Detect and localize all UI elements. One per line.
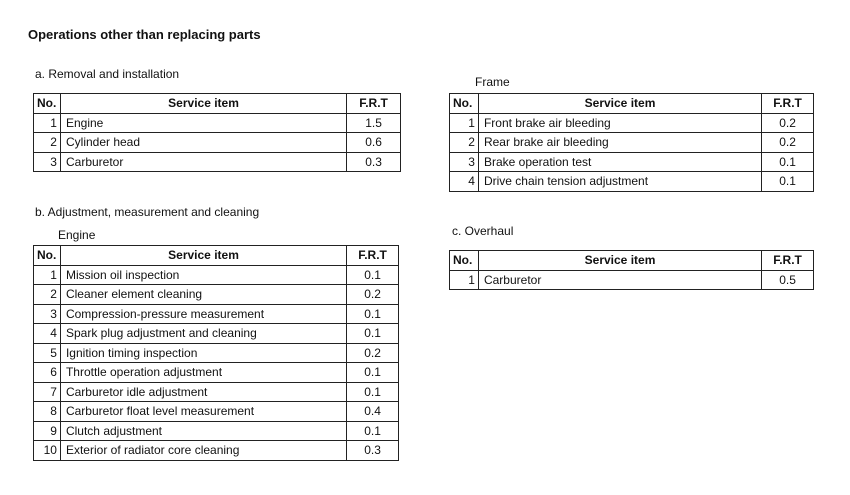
cell-item: Compression-pressure measurement: [60, 304, 346, 324]
table-row: [34, 402, 399, 422]
frame-table: [449, 93, 814, 192]
cell-no: 4: [450, 172, 479, 192]
cell-frt: 0.1: [347, 382, 399, 402]
cell-item: Carburetor idle adjustment: [60, 382, 346, 402]
col-header-item: Service item: [478, 94, 761, 114]
table-row: [450, 172, 814, 192]
table-row: [34, 285, 399, 305]
page-title: Operations other than replacing parts: [28, 27, 261, 42]
cell-frt: 0.6: [347, 133, 401, 153]
cell-no: 2: [34, 285, 61, 305]
cell-item: Carburetor: [60, 152, 346, 172]
cell-no: 3: [450, 152, 479, 172]
cell-no: 1: [34, 265, 61, 285]
header-row: [34, 94, 401, 114]
table-row: [34, 343, 399, 363]
cell-frt: 0.3: [347, 441, 399, 461]
col-header-frt: F.R.T: [762, 251, 814, 271]
cell-no: 7: [34, 382, 61, 402]
cell-no: 3: [34, 152, 61, 172]
cell-item: Brake operation test: [478, 152, 761, 172]
cell-item: Throttle operation adjustment: [60, 363, 346, 383]
col-header-item: Service item: [60, 94, 346, 114]
cell-frt: 0.2: [762, 133, 814, 153]
table-row: [34, 304, 399, 324]
table-row: [450, 152, 814, 172]
cell-item: Front brake air bleeding: [478, 113, 761, 133]
header-row: [34, 246, 399, 266]
cell-item: Carburetor float level measurement: [60, 402, 346, 422]
table-row: [450, 270, 814, 290]
section-a-label: a. Removal and installation: [35, 67, 180, 81]
col-header-no: No.: [450, 251, 479, 271]
cell-no: 4: [34, 324, 61, 344]
table-row: [34, 324, 399, 344]
table-row: [34, 265, 399, 285]
table-row: [34, 133, 401, 153]
cell-frt: 0.1: [347, 421, 399, 441]
col-header-no: No.: [450, 94, 479, 114]
cell-item: Exterior of radiator core cleaning: [60, 441, 346, 461]
adjustment-engine-table: [33, 245, 399, 461]
table-row: [34, 441, 399, 461]
table-row: [450, 113, 814, 133]
cell-frt: 0.1: [347, 324, 399, 344]
col-header-frt: F.R.T: [347, 246, 399, 266]
cell-frt: 0.1: [762, 172, 814, 192]
table-row: [34, 152, 401, 172]
cell-no: 5: [34, 343, 61, 363]
cell-frt: 0.2: [762, 113, 814, 133]
cell-no: 1: [34, 113, 61, 133]
cell-item: Drive chain tension adjustment: [478, 172, 761, 192]
engine-label: Engine: [58, 228, 96, 242]
table-row: [34, 421, 399, 441]
cell-item: Spark plug adjustment and cleaning: [60, 324, 346, 344]
cell-item: Cylinder head: [60, 133, 346, 153]
cell-frt: 0.1: [347, 304, 399, 324]
col-header-no: No.: [34, 246, 61, 266]
col-header-frt: F.R.T: [347, 94, 401, 114]
cell-frt: 0.2: [347, 343, 399, 363]
col-header-no: No.: [34, 94, 61, 114]
removal-installation-table: [33, 93, 401, 172]
table-row: [450, 133, 814, 153]
col-header-frt: F.R.T: [762, 94, 814, 114]
cell-frt: 1.5: [347, 113, 401, 133]
section-c-label: c. Overhaul: [452, 224, 514, 238]
cell-frt: 0.1: [347, 363, 399, 383]
section-b-label: b. Adjustment, measurement and cleaning: [35, 205, 260, 219]
cell-no: 1: [450, 113, 479, 133]
cell-no: 1: [450, 270, 479, 290]
cell-no: 10: [34, 441, 61, 461]
cell-no: 2: [450, 133, 479, 153]
table-row: [34, 363, 399, 383]
cell-no: 8: [34, 402, 61, 422]
header-row: [450, 251, 814, 271]
cell-frt: 0.1: [347, 265, 399, 285]
cell-no: 6: [34, 363, 61, 383]
cell-item: Mission oil inspection: [60, 265, 346, 285]
cell-no: 2: [34, 133, 61, 153]
cell-item: Rear brake air bleeding: [478, 133, 761, 153]
cell-item: Cleaner element cleaning: [60, 285, 346, 305]
cell-frt: 0.3: [347, 152, 401, 172]
table-row: [34, 113, 401, 133]
overhaul-table: [449, 250, 814, 290]
col-header-item: Service item: [478, 251, 761, 271]
cell-item: Engine: [60, 113, 346, 133]
table-row: [34, 382, 399, 402]
cell-item: Carburetor: [478, 270, 761, 290]
cell-item: Ignition timing inspection: [60, 343, 346, 363]
col-header-item: Service item: [60, 246, 346, 266]
header-row: [450, 94, 814, 114]
cell-no: 3: [34, 304, 61, 324]
cell-frt: 0.4: [347, 402, 399, 422]
frame-label: Frame: [475, 75, 510, 89]
cell-frt: 0.2: [347, 285, 399, 305]
cell-frt: 0.5: [762, 270, 814, 290]
cell-frt: 0.1: [762, 152, 814, 172]
cell-item: Clutch adjustment: [60, 421, 346, 441]
cell-no: 9: [34, 421, 61, 441]
